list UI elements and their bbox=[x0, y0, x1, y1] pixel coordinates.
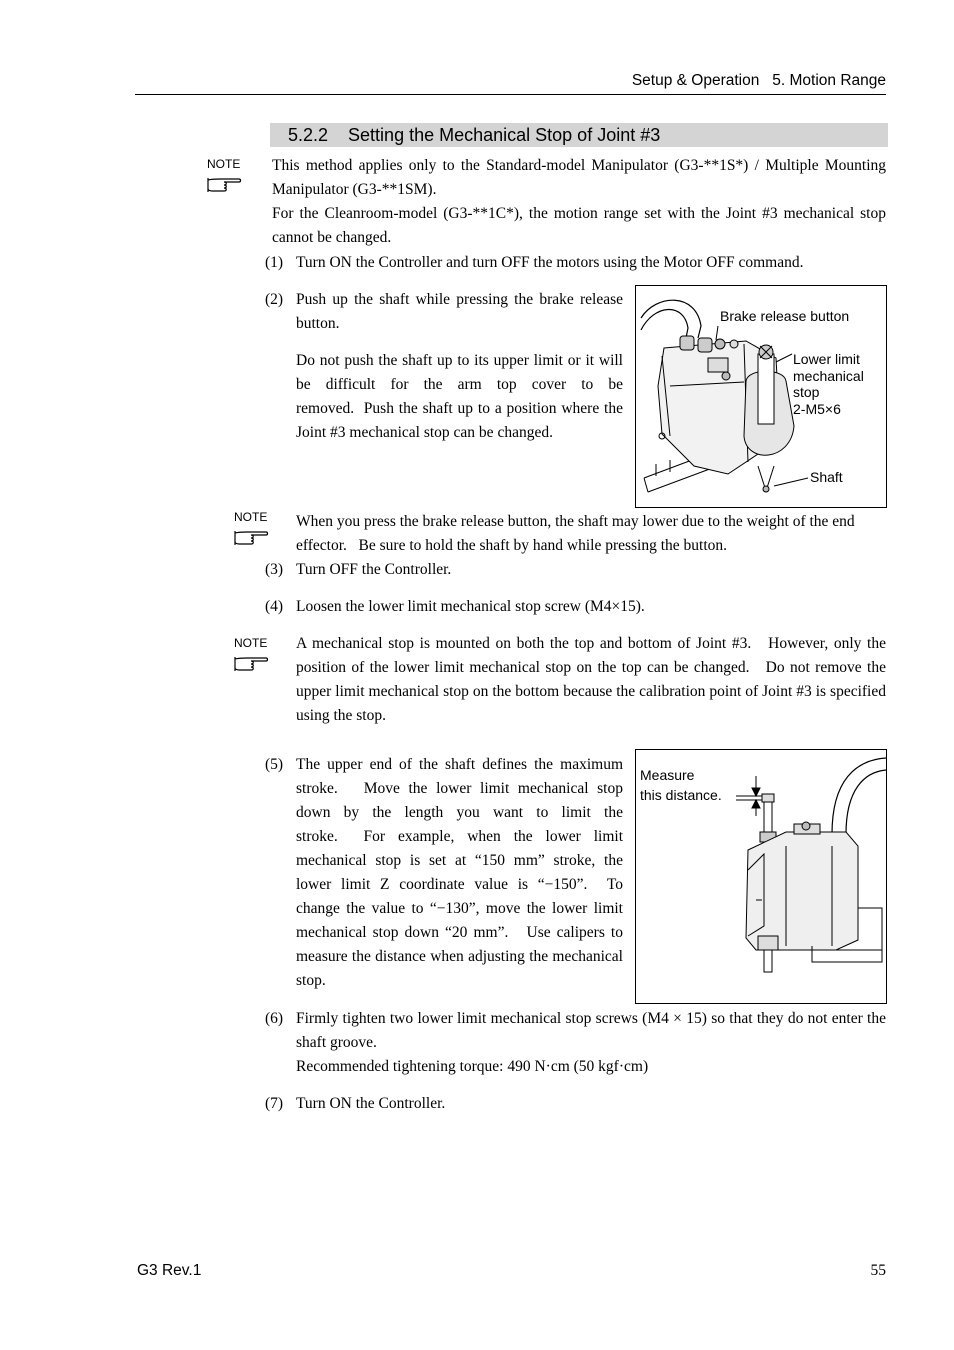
note-label: NOTE bbox=[234, 510, 268, 524]
note-brake-warning: When you press the brake release button, the shaft may lower due to the weight of the end effector. Be sure to hold the shaft by hand while pressing the button. bbox=[296, 513, 855, 554]
step-4-text: Loosen the lower limit mechanical stop screw (M4×15). bbox=[296, 598, 645, 615]
measure-label: Measure bbox=[640, 767, 695, 783]
screw-spec-label: 2-M5×6 bbox=[793, 400, 841, 417]
intro-note-paragraph-2: For the Cleanroom-model (G3-**1C*), the motion range set with the Joint #3 mechanical stop cannot be changed. bbox=[272, 205, 886, 246]
step-3-text: Turn OFF the Controller. bbox=[296, 561, 452, 578]
step-6-text: Firmly tighten two lower limit mechanical stop screws (M4 × 15) so that they do not enter the shaft groove. bbox=[296, 1010, 886, 1051]
lower-limit-label: Lower limit bbox=[793, 351, 860, 367]
running-header: Setup & Operation 5. Motion Range bbox=[631, 72, 886, 89]
lower-limit-label: stop bbox=[793, 384, 820, 400]
lower-limit-label: mechanical bbox=[793, 367, 864, 384]
step-6-torque: Recommended tightening torque: 490 N·cm (50 kgf·cm) bbox=[296, 1058, 649, 1075]
intro-note-paragraph-1: This method applies only to the Standard-model Manipulator (G3-**1S*) / Multiple Mounting Manipulator (G3-**1SM). bbox=[272, 157, 886, 198]
step-number: (2) bbox=[265, 291, 284, 308]
step-number: (6) bbox=[265, 1010, 284, 1027]
step-1-text: Turn ON the Controller and turn OFF the motors using the Motor OFF command. bbox=[296, 254, 804, 271]
note-mechanical-stop: A mechanical stop is mounted on both the top and bottom of Joint #3. However, only the position of the lower limit mechanical stop on the top can be changed. Do not remove the upper limit mechanical stop on the bottom because the calibration point of Joint #3 is specified using the stop. bbox=[296, 635, 886, 724]
footer-model: G3 Rev.1 bbox=[137, 1262, 202, 1279]
step-number: (5) bbox=[265, 756, 284, 773]
note-label: NOTE bbox=[207, 157, 241, 171]
note-label: NOTE bbox=[234, 636, 268, 650]
brake-release-label: Brake release button bbox=[720, 308, 850, 324]
pointing-hand-icon bbox=[206, 176, 242, 194]
pointing-hand-icon bbox=[233, 529, 269, 547]
pointing-hand-icon bbox=[233, 655, 269, 673]
step-number: (7) bbox=[265, 1095, 284, 1112]
step-number: (4) bbox=[265, 598, 284, 615]
page-number: 55 bbox=[870, 1262, 886, 1279]
step-number: (3) bbox=[265, 561, 284, 578]
step-5-text: The upper end of the shaft defines the maximum stroke. Move the lower limit mechanical stop down by the length you want to limit the stroke. For example, when the lower limit mechanical stop is set at “150 mm” stroke, the lower limit Z coordinate value is “−150”. To change the value to “−130”, move the lower limit mechanical stop down “20 mm”. Use calipers to measure the distance when adjusting the mechanical stop. bbox=[296, 756, 623, 989]
shaft-label: Shaft bbox=[810, 469, 843, 485]
header-rule bbox=[135, 94, 886, 95]
measure-label: this distance. bbox=[640, 787, 722, 803]
step-2-subtext: Do not push the shaft up to its upper limit or it will be difficult for the arm top cover to be removed. Push the shaft up to a position where the Joint #3 mechanical stop can be changed. bbox=[296, 352, 623, 441]
step-number: (1) bbox=[265, 254, 284, 271]
step-2-text: Push up the shaft while pressing the brake release button. bbox=[296, 291, 623, 332]
step-7-text: Turn ON the Controller. bbox=[296, 1095, 446, 1112]
section-title: 5.2.2 Setting the Mechanical Stop of Joint #3 bbox=[288, 125, 661, 145]
figure-brake-release bbox=[635, 285, 887, 508]
figure-measure-distance bbox=[635, 749, 887, 1004]
